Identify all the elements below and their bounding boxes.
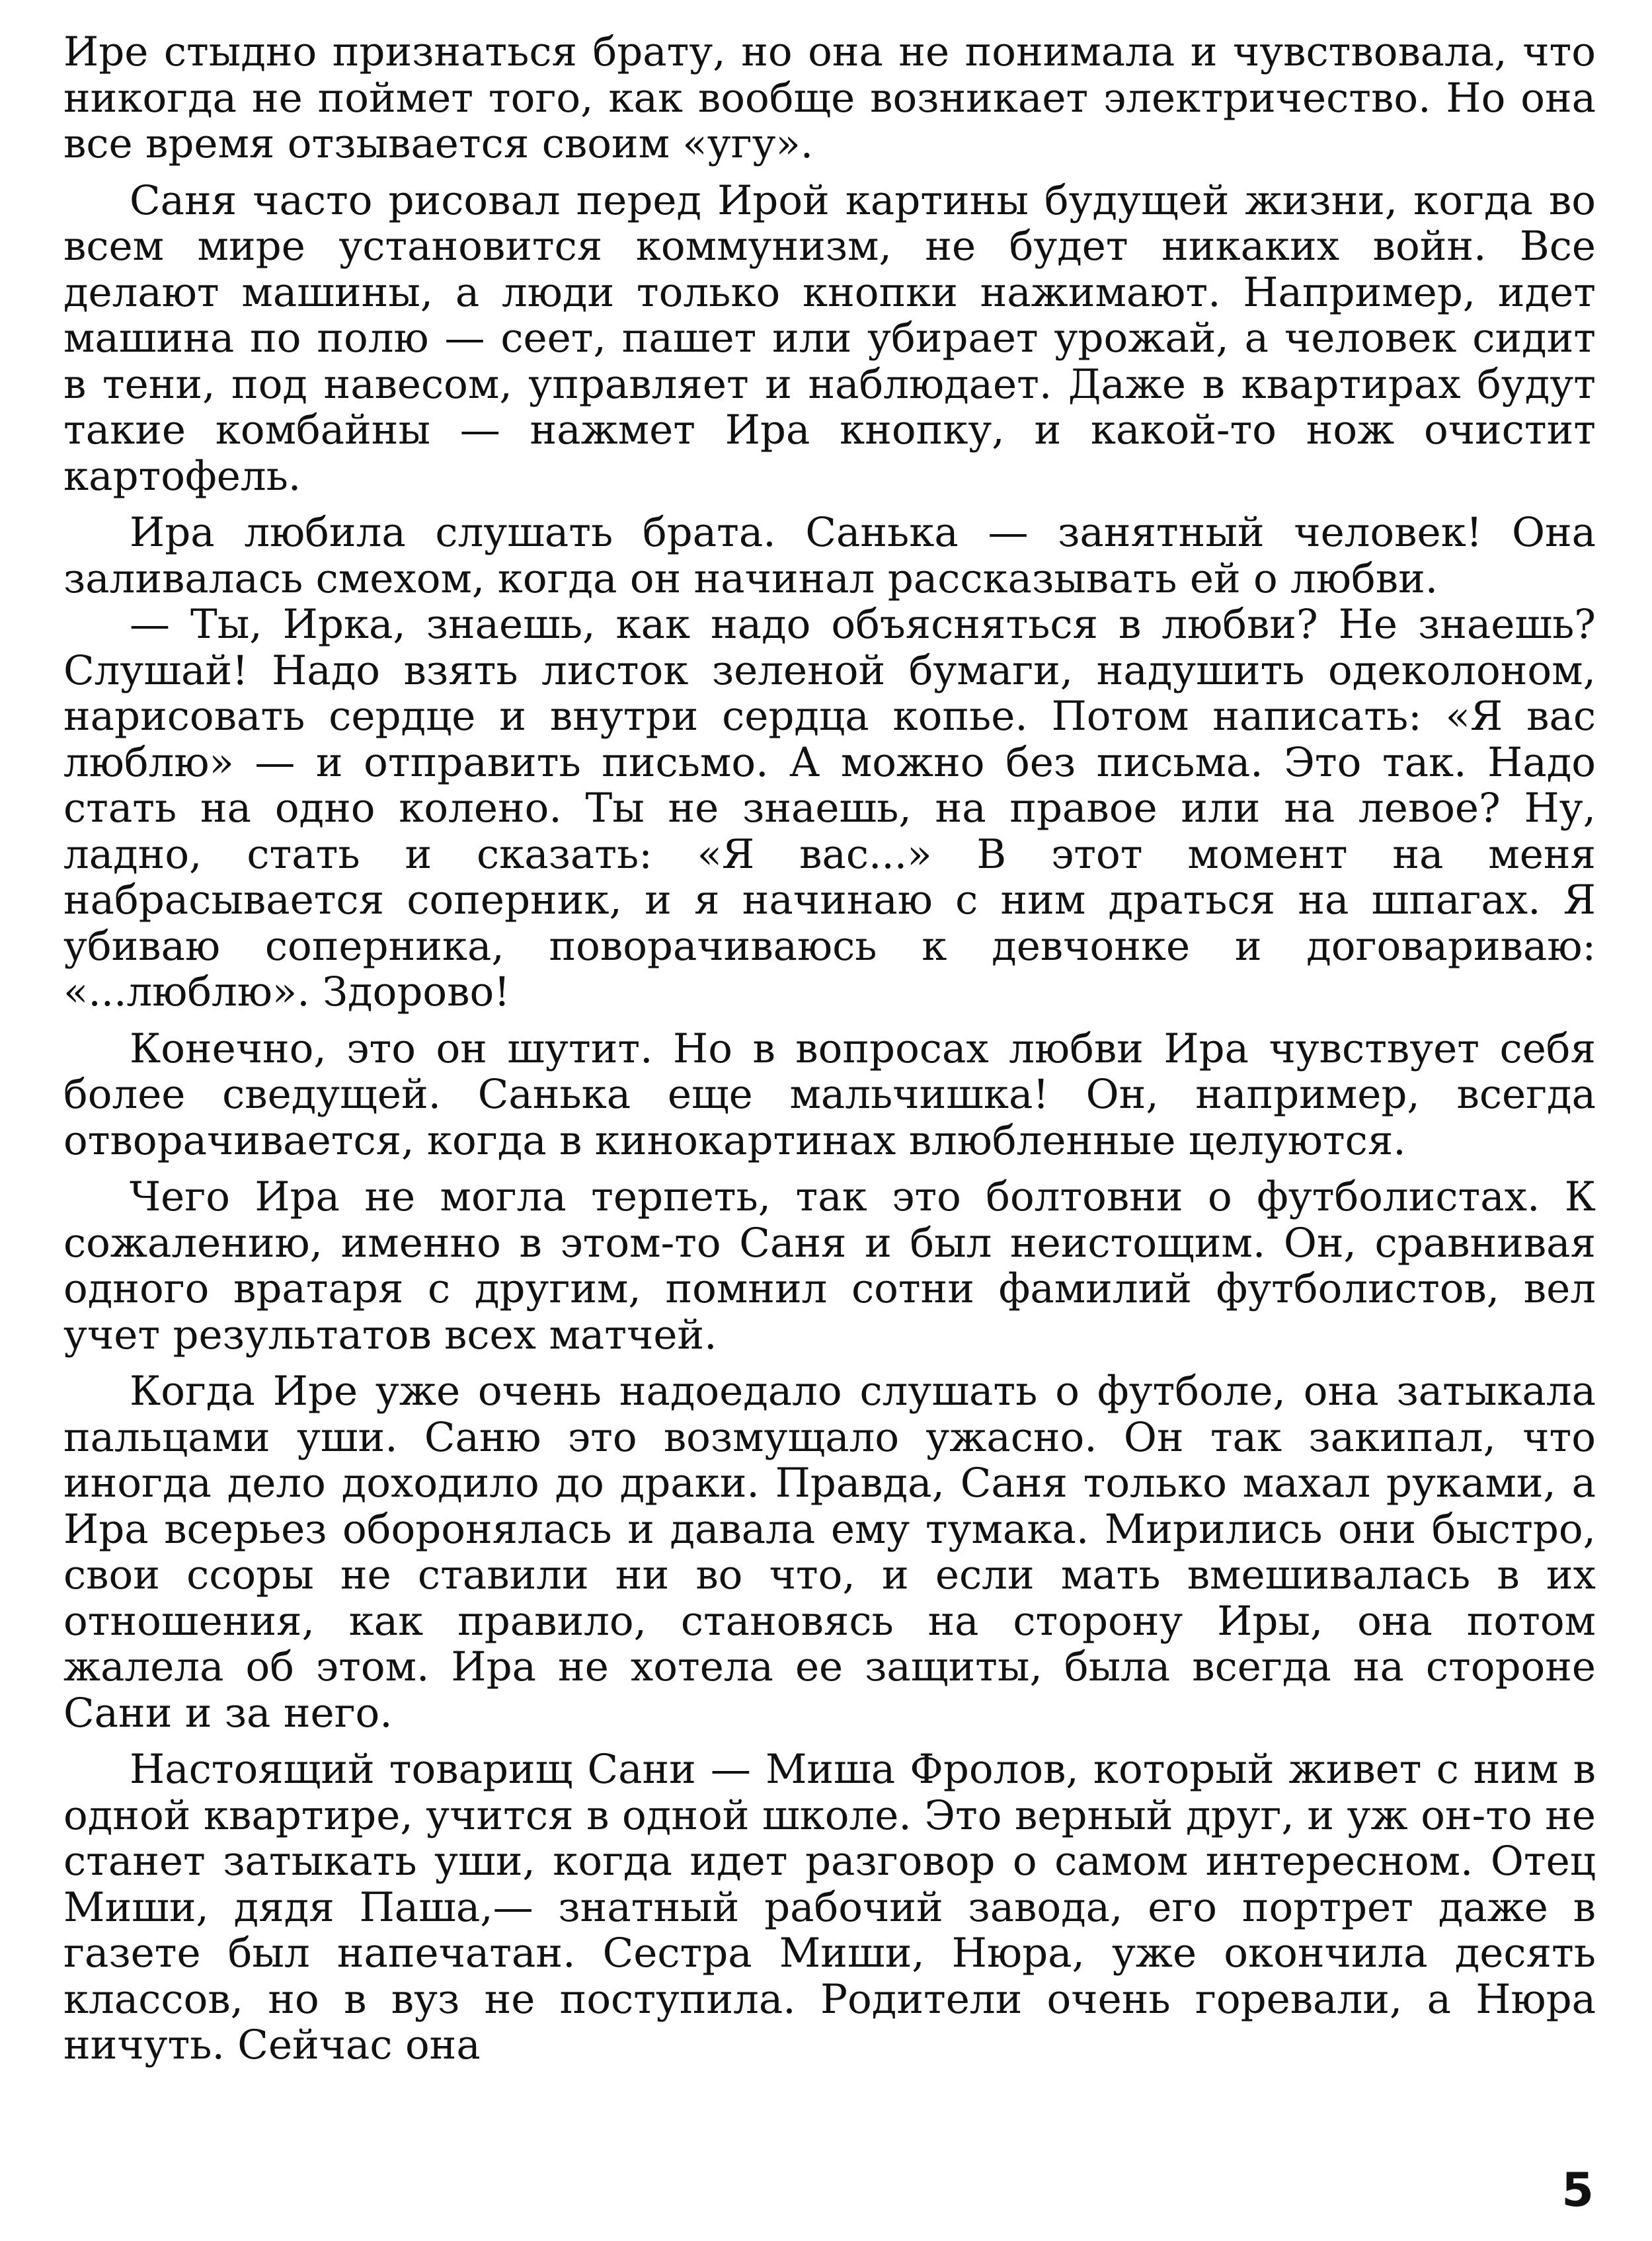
- paragraph-5: Конечно, это он шутит. Но в вопросах любви Ира чувствует себя более сведущей. Санька еще мальчишка! Он, например, всегда отворачивается, когда в кинокартинах влюбленные целуются.: [63, 1025, 1596, 1164]
- paragraph-2: Саня часто рисовал перед Ирой картины будущей жизни, когда во всем мире установится коммунизм, не будет никаких войн. Все делают машины, а люди только кнопки нажимают. Например, идет машина по полю — сеет, пашет или убирает урожай, а человек сидит в тени, под навесом, управляет и наблюдает. Даже в квартирах будут такие комбайны — нажмет Ира кнопку, и какой-то нож очистит картофель.: [63, 177, 1596, 500]
- page-number: 5: [1561, 2163, 1594, 2217]
- paragraph-6: Чего Ира не могла терпеть, так это болтовни о футболистах. К сожалению, именно в этом-то Саня и был неистощим. Он, сравнивая одного вратаря с другим, помнил сотни фамилий футболистов, вел учет результатов всех матчей.: [63, 1173, 1596, 1358]
- paragraph-1: Ире стыдно признаться брату, но она не понимала и чувствовала, что никогда не поймет того, как вообще возникает электричество. Но она все время отзывается своим «угу».: [63, 28, 1596, 167]
- paragraph-7: Когда Ире уже очень надоедало слушать о футболе, она затыкала пальцами уши. Саню это возмущало ужасно. Он так закипал, что иногда дело доходило до драки. Правда, Саня только махал руками, а Ира всерьез оборонялась и давала ему тумака. Мирились они быстро, свои ссоры не ставили ни во что, и если мать вмешивалась в их отношения, как правило, становясь на сторону Иры, она потом жалела об этом. Ира не хотела ее защиты, была всегда на стороне Сани и за него.: [63, 1368, 1596, 1737]
- page-text: [63, 29, 1596, 2079]
- paragraph-4: — Ты, Ирка, знаешь, как надо объясняться в любви? Не знаешь? Слушай! Надо взять листок зеленой бумаги, надушить одеколоном, нарисовать сердце и внутри сердца копье. Потом написать: «Я вас люблю» — и отправить письмо. А можно без письма. Это так. Надо стать на одно колено. Ты не знаешь, на правое или на левое? Ну, ладно, стать и сказать: «Я вас...» В этот момент на меня набрасывается соперник, и я начинаю с ним драться на шпагах. Я убиваю соперника, поворачиваюсь к девчонке и договариваю: «...люблю». Здорово!: [63, 601, 1596, 1015]
- paragraph-3: Ира любила слушать брата. Санька — занятный человек! Она заливалась смехом, когда он начинал рассказывать ей о любви.: [63, 509, 1596, 602]
- paragraph-8: Настоящий товарищ Сани — Миша Фролов, который живет с ним в одной квартире, учится в одной школе. Это верный друг, и уж он-то не станет затыкать уши, когда идет разговор о самом интересном. Отец Миши, дядя Паша,— знатный рабочий завода, его портрет даже в газете был напечатан. Сестра Миши, Нюра, уже окончила десять классов, но в вуз не поступила. Родители очень горевали, а Нюра ничуть. Сейчас она: [63, 1746, 1596, 2068]
